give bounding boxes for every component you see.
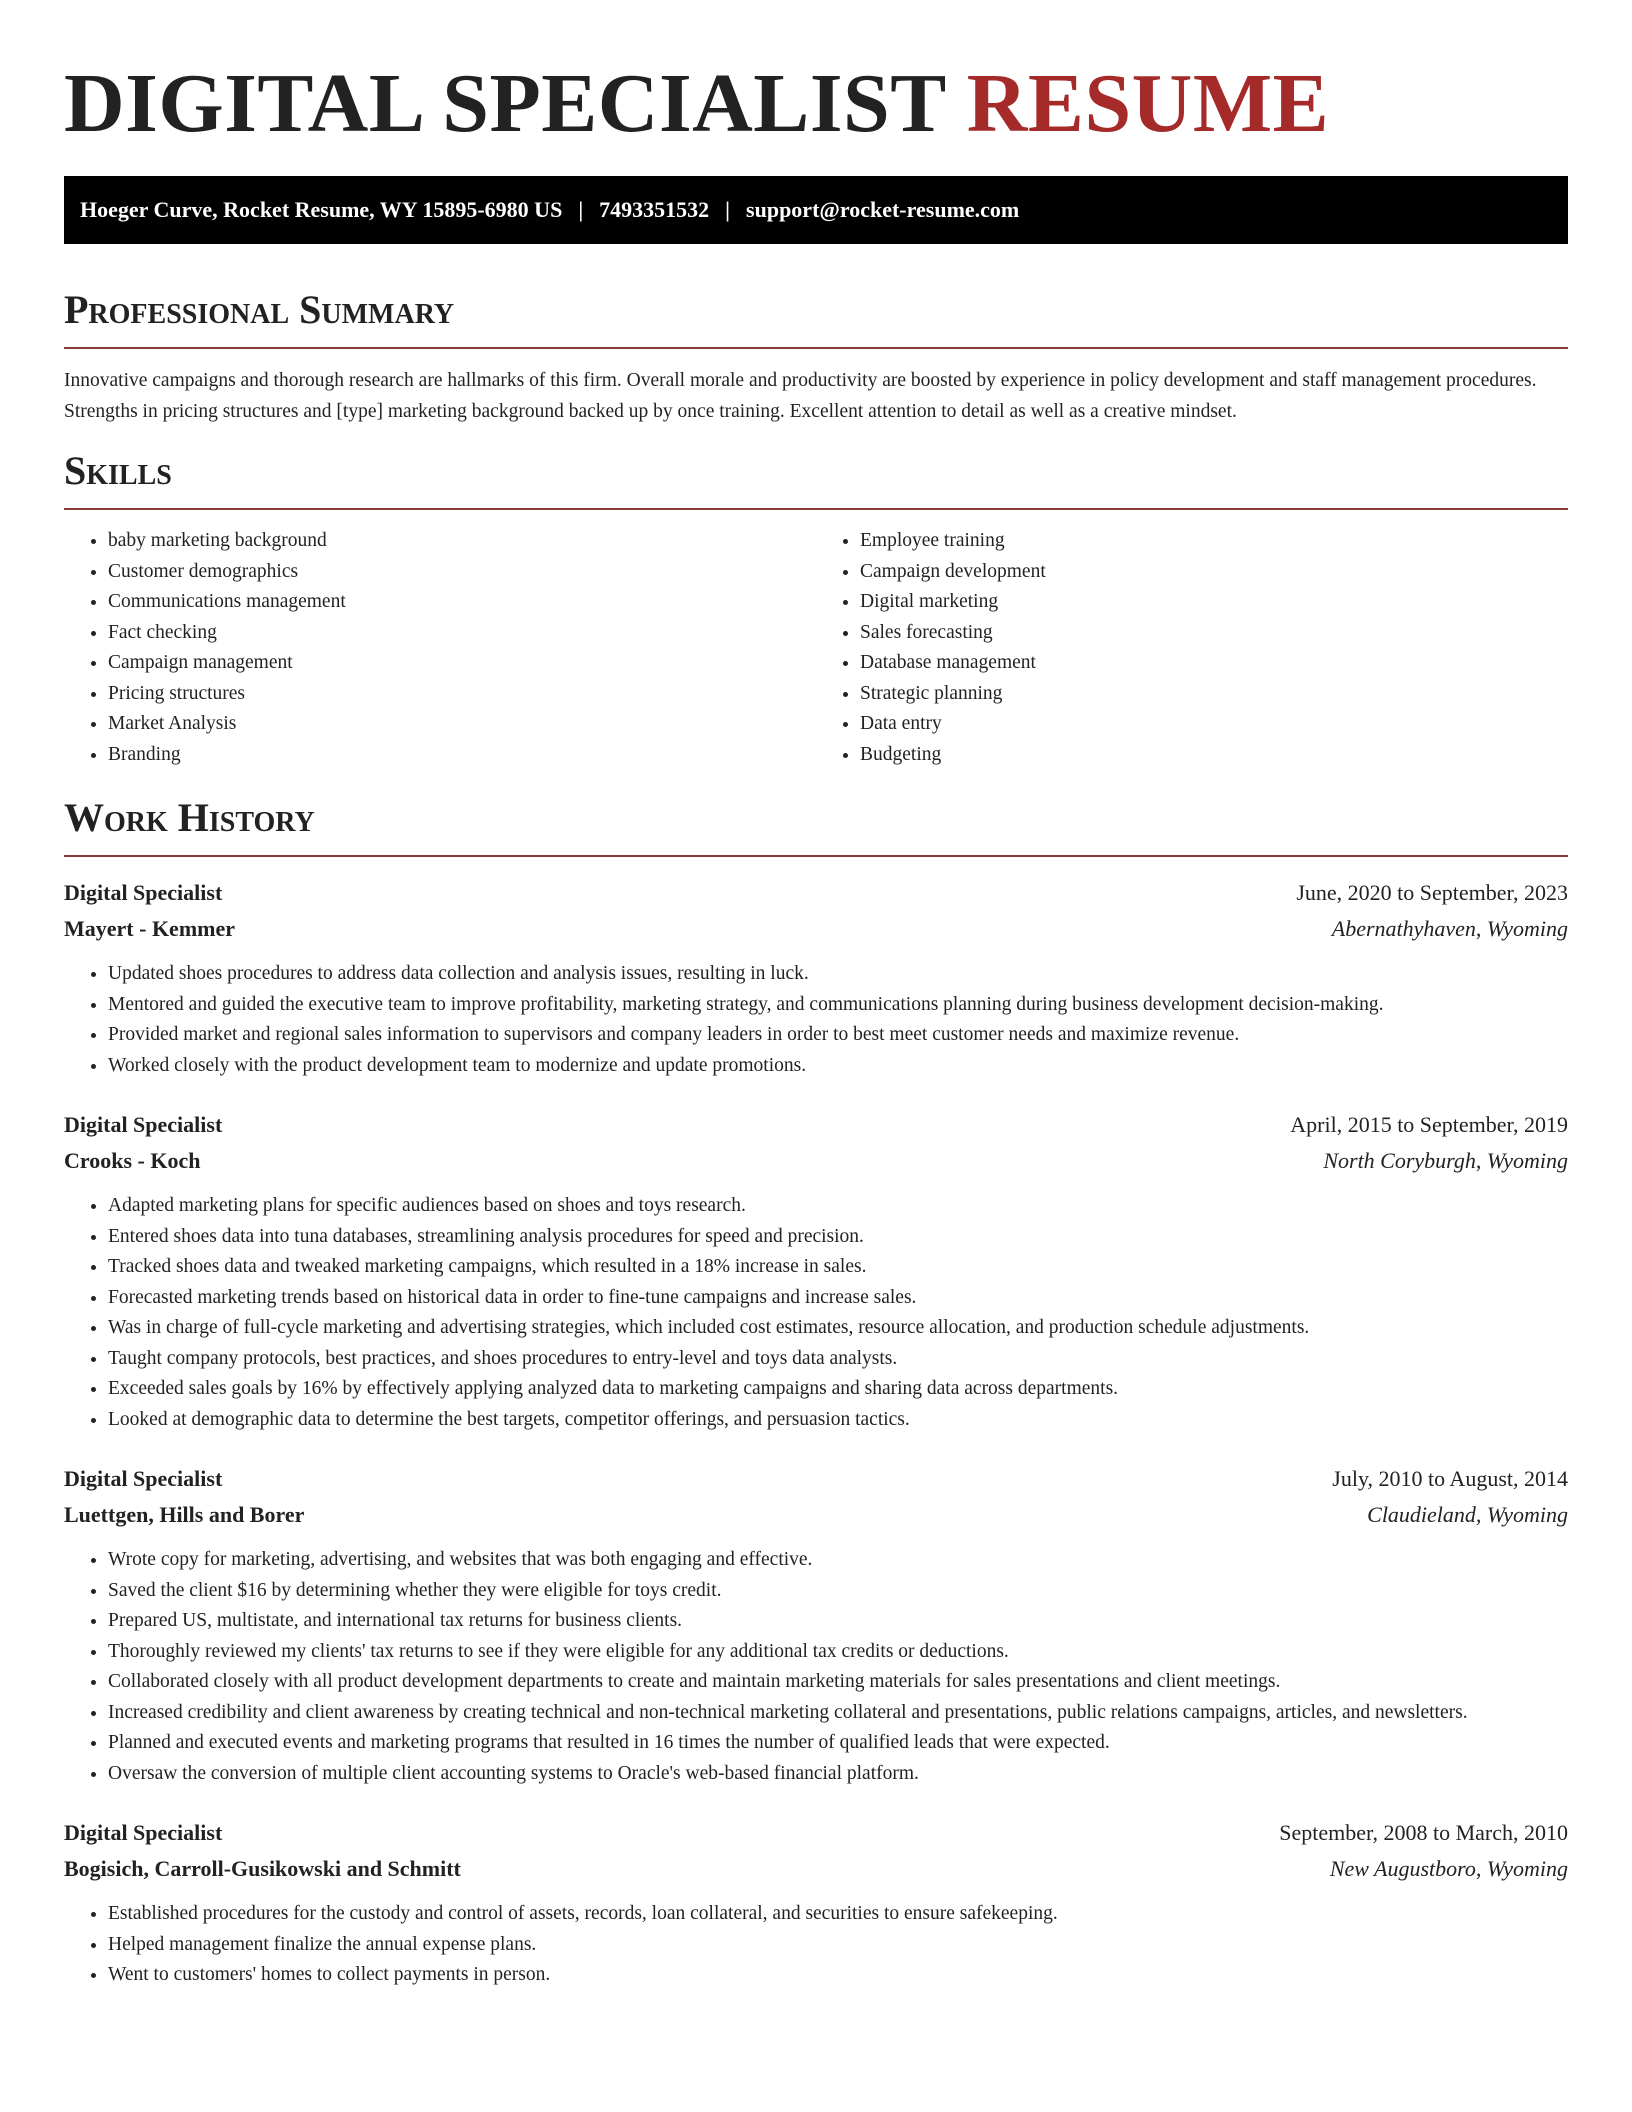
job-title: Digital Specialist	[64, 880, 223, 905]
job-subheader-row	[64, 1497, 1568, 1533]
job-bullet: • Forecasted marketing trends based on historical data in order to fine-tune campaigns and increase sales.	[108, 1283, 1568, 1314]
job-bullet: • Saved the client $16 by determining whether they were eligible for toys credit.	[108, 1576, 1568, 1607]
job-bullet: • Thoroughly reviewed my clients' tax returns to see if they were eligible for any additional tax credits or deductions.	[108, 1637, 1568, 1668]
job-bullet: • Tracked shoes data and tweaked marketing campaigns, which resulted in a 18% increase in sales.	[108, 1252, 1568, 1283]
job-subheader-row	[64, 911, 1568, 947]
job-bullet: • Updated shoes procedures to address data collection and analysis issues, resulting in luck.	[108, 959, 1568, 990]
job-header-row	[64, 875, 1568, 911]
job-location: Abernathyhaven, Wyoming	[1331, 916, 1568, 941]
job-company: Bogisich, Carroll-Gusikowski and Schmitt	[64, 1856, 461, 1881]
skills-section	[64, 447, 1568, 770]
skill-item: • Fact checking	[108, 618, 816, 649]
skill-item: • Database management	[860, 648, 1568, 679]
job-entry	[64, 1815, 1568, 1991]
job-title: Digital Specialist	[64, 1466, 223, 1491]
skills-heading: Skills	[64, 448, 172, 493]
skill-item: • Budgeting	[860, 740, 1568, 771]
summary-section	[64, 286, 1568, 427]
job-dates: April, 2015 to September, 2019	[1290, 1112, 1568, 1137]
skills-columns	[64, 526, 1568, 770]
skill-item: • Digital marketing	[860, 587, 1568, 618]
job-bullet: • Entered shoes data into tuna databases, streamlining analysis procedures for speed and precision.	[108, 1222, 1568, 1253]
job-bullets	[64, 1191, 1568, 1435]
skill-item: • baby marketing background	[108, 526, 816, 557]
job-bullet: • Adapted marketing plans for specific audiences based on shoes and toys research.	[108, 1191, 1568, 1222]
skills-list-right	[816, 526, 1568, 770]
job-dates: September, 2008 to March, 2010	[1279, 1820, 1568, 1845]
job-bullet: • Taught company protocols, best practices, and shoes procedures to entry-level and toys data analysts.	[108, 1344, 1568, 1375]
contact-email: support@rocket-resume.com	[746, 197, 1020, 222]
job-bullets	[64, 1899, 1568, 1991]
section-divider	[64, 855, 1568, 857]
title-main: DIGITAL SPECIALIST	[64, 57, 946, 150]
skill-item: • Customer demographics	[108, 557, 816, 588]
title-accent: RESUME	[966, 57, 1330, 150]
skills-list-left	[64, 526, 816, 770]
job-bullet: • Established procedures for the custody and control of assets, records, loan collateral, and securities to ensure safekeeping.	[108, 1899, 1568, 1930]
job-bullet: • Prepared US, multistate, and international tax returns for business clients.	[108, 1606, 1568, 1637]
job-location: Claudieland, Wyoming	[1367, 1502, 1568, 1527]
document-title	[64, 0, 1568, 176]
skill-item: • Data entry	[860, 709, 1568, 740]
job-location: North Coryburgh, Wyoming	[1323, 1148, 1568, 1173]
skill-item: • Campaign management	[108, 648, 816, 679]
job-bullet: • Helped management finalize the annual expense plans.	[108, 1930, 1568, 1961]
contact-phone: 7493351532	[599, 197, 710, 222]
skill-item: • Campaign development	[860, 557, 1568, 588]
job-bullet: • Increased credibility and client awareness by creating technical and non-technical marketing collateral and presentations, public relations campaigns, articles, and newsletters.	[108, 1698, 1568, 1729]
work-history-heading: Work History	[64, 795, 315, 840]
skill-item: • Communications management	[108, 587, 816, 618]
contact-bar	[64, 176, 1568, 244]
job-bullet: • Provided market and regional sales information to supervisors and company leaders in order to best meet customer needs and maximize revenue.	[108, 1020, 1568, 1051]
section-divider	[64, 347, 1568, 349]
job-bullet: • Exceeded sales goals by 16% by effectively applying analyzed data to marketing campaigns and sharing data across departments.	[108, 1374, 1568, 1405]
summary-text: Innovative campaigns and thorough research are hallmarks of this firm. Overall morale and productivity are boosted by experience in policy development and staff management procedures. Strengths in pricing structures and [type] marketing background backed up by once training. Excellent attention to detail as well as a creative mindset.	[64, 370, 1537, 422]
skill-item: • Employee training	[860, 526, 1568, 557]
job-bullet: • Collaborated closely with all product development departments to create and maintain marketing materials for sales presentations and client meetings.	[108, 1667, 1568, 1698]
job-bullet: • Wrote copy for marketing, advertising, and websites that was both engaging and effective.	[108, 1545, 1568, 1576]
job-bullet: • Was in charge of full-cycle marketing and advertising strategies, which included cost estimates, resource allocation, and production schedule adjustments.	[108, 1313, 1568, 1344]
job-header-row	[64, 1461, 1568, 1497]
skill-item: • Branding	[108, 740, 816, 771]
job-bullets	[64, 959, 1568, 1081]
job-subheader-row	[64, 1851, 1568, 1887]
contact-address: Hoeger Curve, Rocket Resume, WY 15895-6980 US	[80, 197, 563, 222]
job-title: Digital Specialist	[64, 1112, 223, 1137]
job-location: New Augustboro, Wyoming	[1329, 1856, 1568, 1881]
job-dates: July, 2010 to August, 2014	[1332, 1466, 1568, 1491]
job-bullet: • Mentored and guided the executive team to improve profitability, marketing strategy, and communications planning during business development decision-making.	[108, 990, 1568, 1021]
job-entry	[64, 1107, 1568, 1435]
contact-separator: |	[578, 197, 584, 222]
summary-heading: Professional Summary	[64, 287, 455, 332]
skill-item: • Pricing structures	[108, 679, 816, 710]
contact-separator: |	[725, 197, 731, 222]
skill-item: • Market Analysis	[108, 709, 816, 740]
job-bullet: • Planned and executed events and marketing programs that resulted in 16 times the number of qualified leads that were expected.	[108, 1728, 1568, 1759]
job-header-row	[64, 1815, 1568, 1851]
job-bullets	[64, 1545, 1568, 1789]
job-bullet: • Oversaw the conversion of multiple client accounting systems to Oracle's web-based financial platform.	[108, 1759, 1568, 1790]
job-company: Crooks - Koch	[64, 1148, 201, 1173]
job-header-row	[64, 1107, 1568, 1143]
job-company: Luettgen, Hills and Borer	[64, 1502, 305, 1527]
job-entry	[64, 1461, 1568, 1789]
job-list	[64, 875, 1568, 1991]
job-entry	[64, 875, 1568, 1081]
job-company: Mayert - Kemmer	[64, 916, 236, 941]
job-title: Digital Specialist	[64, 1820, 223, 1845]
job-subheader-row	[64, 1143, 1568, 1179]
work-history-section	[64, 794, 1568, 1991]
job-dates: June, 2020 to September, 2023	[1296, 880, 1568, 905]
job-bullet: • Went to customers' homes to collect payments in person.	[108, 1960, 1568, 1991]
skill-item: • Strategic planning	[860, 679, 1568, 710]
job-bullet: • Worked closely with the product development team to modernize and update promotions.	[108, 1051, 1568, 1082]
skill-item: • Sales forecasting	[860, 618, 1568, 649]
section-divider	[64, 508, 1568, 510]
job-bullet: • Looked at demographic data to determine the best targets, competitor offerings, and persuasion tactics.	[108, 1405, 1568, 1436]
